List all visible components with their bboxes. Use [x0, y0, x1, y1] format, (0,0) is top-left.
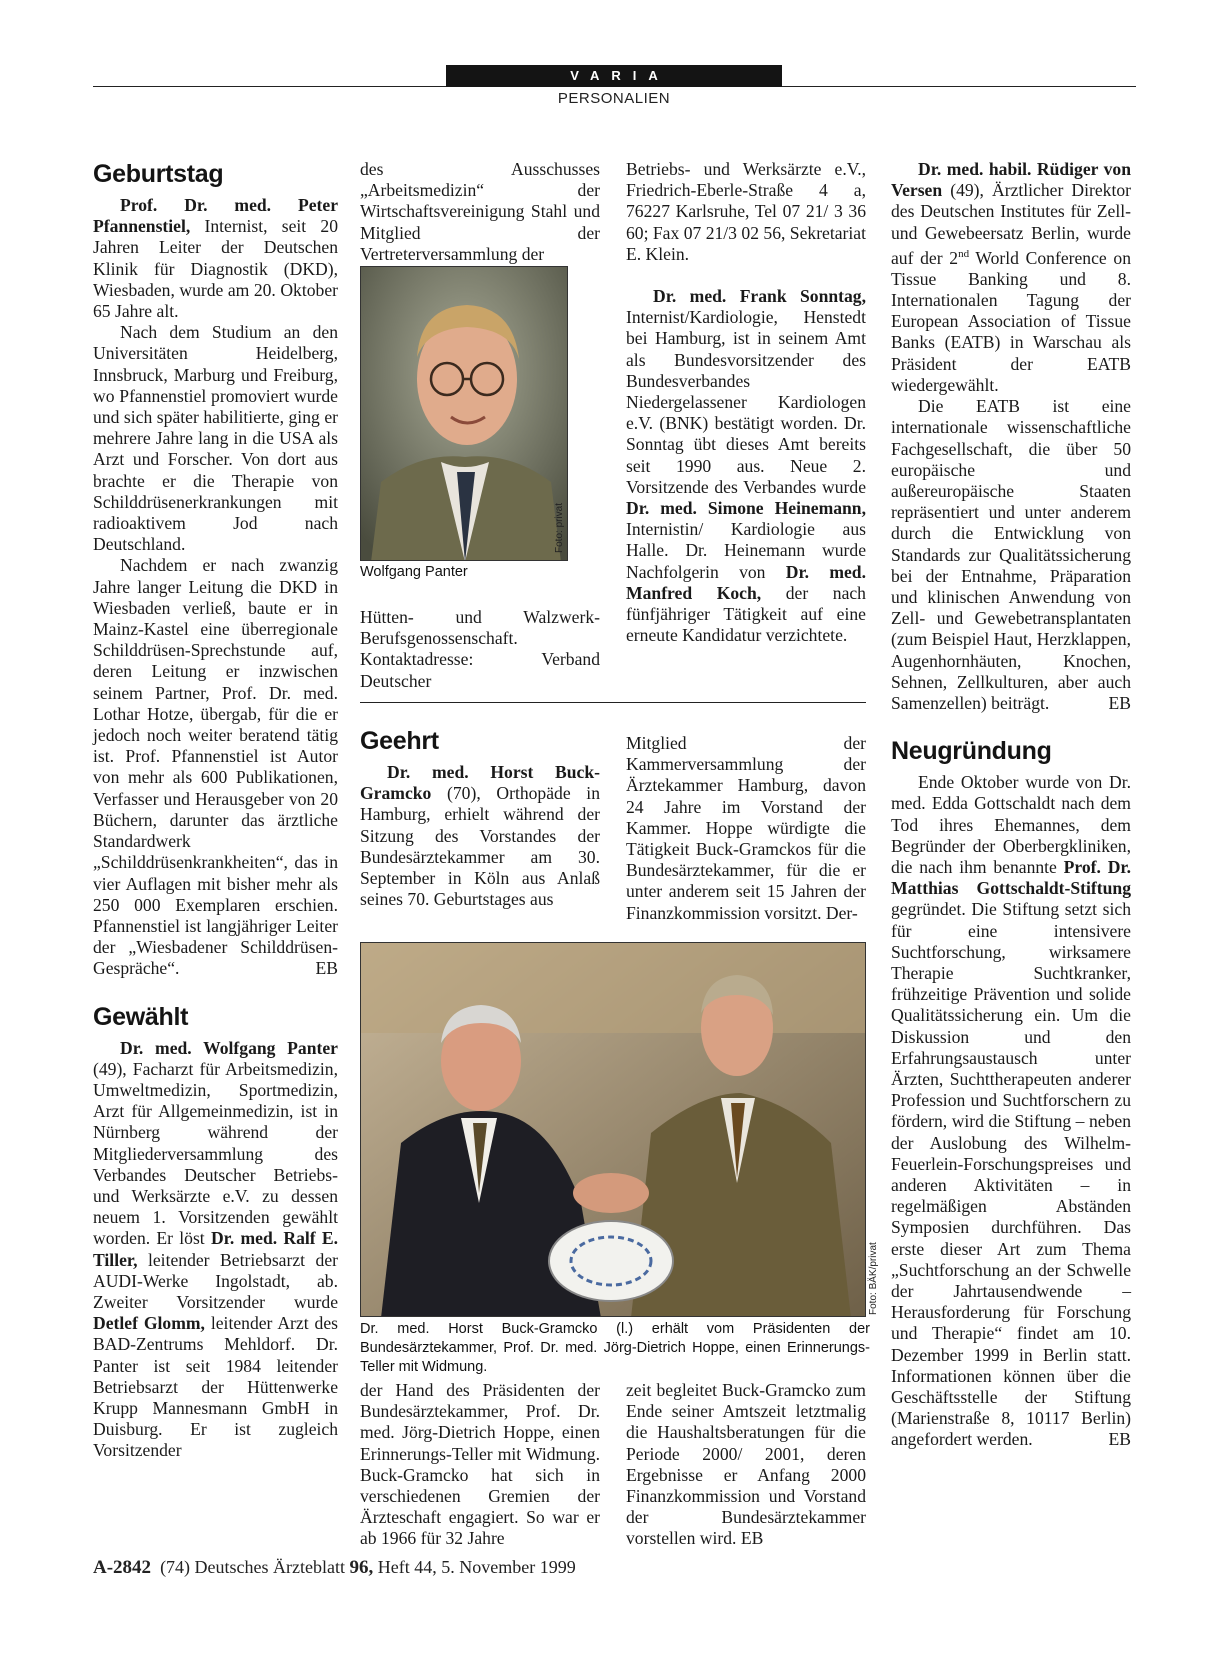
column-4: [891, 159, 1131, 1451]
paragraph: der Hand des Präsidenten der Bundesärztekammer, Prof. Dr. med. Jörg-Dietrich Hoppe, einen Erinnerungs-Teller mit Widmung. Buck-Gramcko hat sich in verschiedenen Gremien der Ärzteschaft engagiert. So war er ab 1966 für 32 Jahre: [360, 1380, 600, 1549]
subsection-label: PERSONALIEN: [557, 90, 671, 107]
portrait-photo: [360, 266, 568, 561]
paragraph: des Ausschusses „Arbeitsmedizin“ der Wirtschaftsvereinigung Stahl und Mitglied der Vertreterversammlung der: [360, 159, 600, 264]
foundation-name: Prof. Dr. Matthias Gottschaldt-Stiftung: [891, 856, 1131, 899]
heading-geburtstag: Geburtstag: [93, 160, 224, 188]
geehrt-bottom-right: [626, 1380, 866, 1550]
author-mark: EB: [315, 958, 338, 979]
heading-geehrt: Geehrt: [360, 727, 439, 755]
section-divider: [360, 702, 866, 703]
page-footer: A-2842 (74) Deutsches Ärzteblatt 96, Heft 44, 5. November 1999: [93, 1557, 576, 1578]
geehrt-right: [626, 733, 866, 924]
paragraph: Dr. med. Horst Buck-Gramcko (70), Orthopäde in Hamburg, erhielt während der Sitzung des Vorstandes der Bundesärztekammer am 30. September in Köln aus Anlaß seines 70. Geburtstages aus: [360, 762, 600, 910]
photo-credit: Foto: BÄK/privat: [868, 1242, 879, 1315]
person-name: Dr. med. Frank Sonntag,: [653, 286, 866, 307]
portrait-illustration: [361, 267, 568, 561]
heading-gewaehlt: Gewählt: [93, 1002, 189, 1031]
column-3-top: [626, 159, 866, 646]
person-name: Dr. med. Ralf E. Tiller,: [93, 1228, 339, 1270]
handshake-illustration: [361, 943, 866, 1317]
person-name: Dr. med. Horst Buck-Gramcko: [360, 762, 600, 804]
column-2-after-photo: [360, 607, 600, 692]
paragraph: Nach dem Studium an den Universitäten Heidelberg, Innsbruck, Marburg und Freiburg, wo Pfannenstiel promoviert wurde und sich später habilitierte, ging er mehrere Jahre lang in die USA als Arzt und Forscher. Von dort aus brachte er die Therapie von Schilddrüsenerkrankungen mit radioaktivem Jod nach Deutschland.: [93, 322, 338, 555]
paragraph: Die EATB ist eine internationale wissenschaftliche Fachgesellschaft, die über 50 europäische und außereuropäische Staaten repräsentiert und unter anderem durch die Entwicklung von Standards zur Qualitätssicherung bei der Entnahme, Präparation und klinischen Anwendung von Zell- und Gewebetransplantaten (zum Beispiel Haut, Herzklappen, Augenhornhäuten, Knochen, Sehnen, Zellkulturen, aber auch Samenzellen) beiträgt. EB: [891, 396, 1131, 713]
column-1: [93, 159, 338, 1462]
paragraph: Dr. med. Wolfgang Panter (49), Facharzt für Arbeitsmedizin, Umweltmedizin, Sportmedizin, Arzt für Allgemeinmedizin, ist in Nürnberg während der Mitgliederversammlung des Verbandes Deutscher Betriebs- und Werksärzte e.V. zu dessen neuem 1. Vorsitzenden gewählt worden. Er löst Dr. med. Ralf E. Tiller, leitender Betriebsarzt der AUDI-Werke Ingolstadt, ab. Zweiter Vorsitzender wurde Detlef Glomm, leitender Arzt des BAD-Zentrums Mehldorf. Dr. Panter ist seit 1984 leitender Betriebsarzt der Hüttenwerke Krupp Mannesmann GmbH in Duisburg. Er ist zugleich Vorsitzender: [93, 1037, 339, 1461]
person-name: Dr. med. Manfred Koch,: [626, 561, 866, 603]
author-mark: EB: [740, 1528, 764, 1549]
paragraph: Mitglied der Kammerversammlung der Ärztekammer Hamburg, davon 24 Jahre im Vorstand der Kammer. Hoppe würdigte die Tätigkeit Buck-Gramckos für die Bundesärztekammer, für die er unter anderem seit 15 Jahren der Finanzkommission vorsitzt. Der-: [626, 733, 866, 923]
volume-number: 96,: [349, 1557, 374, 1578]
page-number: A-2842: [93, 1557, 152, 1578]
handshake-photo: [360, 942, 866, 1317]
paragraph: zeit begleitet Buck-Gramcko zum Ende seiner Amtszeit letztmalig die Haushaltsberatungen für die Periode 2000/ 2001, deren Ergebnisse er Anfang 2000 Finanzkommission und Vorstand der Bundesärztekammer vorstellen wird. EB: [626, 1380, 866, 1549]
paragraph: Ende Oktober wurde von Dr. med. Edda Gottschaldt nach dem Tod ihres Ehemannes, dem Begründer der Oberbergkliniken, die nach ihm benannte Prof. Dr. Matthias Gottschaldt-Stiftung gegründet. Die Stiftung setzt sich für eine intensivere Suchtforschung, wirksamere Therapie Suchtkranker, frühzeitige Prävention und solide Qualitätssicherung ein. Um die Diskussion und den Erfahrungsaustausch unter Ärzten, Suchttherapeuten anderer Profession und Suchtforschern zu fördern, wird die Stiftung – neben der Auslobung des Wilhelm-Feuerlein-Forschungspreises und anderen Aktivitäten – in regelmäßigen Abständen Symposien durchführen. Das erste dieser Art zum Thema „Suchtforschung an der Schwelle der Jahrtausendwende – Herausforderung für Forschung und Therapie“ findet am 10. Dezember 1999 in Berlin statt. Informationen können über die Geschäftsstelle der Stiftung (Marienstraße 8, 10117 Berlin) angefordert werden. EB: [891, 772, 1131, 1450]
paragraph: Betriebs- und Werksärzte e.V., Friedrich-Eberle-Straße 4 a, 76227 Karlsruhe, Tel 07 21/ 3 36 60; Fax 07 21/3 02 56, Sekretariat E. Klein.: [626, 159, 866, 264]
paragraph: Nachdem er nach zwanzig Jahre langer Leitung die DKD in Wiesbaden verließ, baute er in Mainz-Kastel eine überregionale Schilddrüsen-Sprechstunde auf, deren Leitung er inzwischen seinem Partner, Prof. Dr. med. Lothar Hotze, übergab, für die er jedoch noch weiter beratend tätig ist. Prof. Pfannenstiel ist Autor von mehr als 600 Publikationen, Verfasser und Herausgeber von 20 Büchern, darunter das ärztliche Standardwerk „Schilddrüsenkrankheiten“, das in vier Auflagen mit bisher mehr als 250 000 Exemplaren erschien. Pfannenstiel ist langjähriger Leiter der „Wiesbadener Schilddrüsen-Gespräche“. EB: [93, 555, 338, 979]
column-2-top: [360, 159, 600, 265]
paragraph: Hütten- und Walzwerk-Berufsgenossenschaft. Kontaktadresse: Verband Deutscher: [360, 607, 600, 691]
paragraph: Dr. med. Frank Sonntag, Internist/Kardiologie, Henstedt bei Hamburg, ist in seinem Amt als Bundesvorsitzender des Bundesverbandes Niedergelassener Kardiologen e.V. (BNK) bestätigt worden. Dr. Sonntag übt dieses Amt bereits seit 1990 aus. Neue 2. Vorsitzende des Verbandes wurde Dr. med. Simone Heinemann, Internistin/ Kardiologie aus Halle. Dr. Heinemann wurde Nachfolgerin von Dr. med. Manfred Koch, der nach fünfjähriger Tätigkeit auf eine erneute Kandidatur verzichtete.: [626, 286, 866, 646]
photo-caption: Dr. med. Horst Buck-Gramcko (l.) erhält vom Präsidenten der Bundesärztekammer, Prof. Dr. med. Jörg-Dietrich Hoppe, einen Erinnerungs-Teller mit Widmung.: [360, 1321, 870, 1375]
person-name: Dr. med. Simone Heinemann,: [626, 498, 866, 519]
person-name: Prof. Dr. med. Peter Pfannenstiel,: [93, 195, 338, 237]
person-name: Detlef Glomm,: [93, 1313, 205, 1334]
section-bar: VARIA: [446, 65, 782, 87]
person-name: Dr. med. Wolfgang Panter: [120, 1037, 338, 1058]
heading-neugruendung: Neugründung: [891, 737, 1052, 766]
author-mark: EB: [1108, 692, 1131, 713]
geehrt-bottom-left: [360, 1380, 600, 1550]
person-name: Dr. med. habil. Rüdiger von Versen: [891, 159, 1131, 201]
paragraph: Dr. med. habil. Rüdiger von Versen (49), Ärztlicher Direktor des Deutschen Institutes für Zell- und Gewebeersatz Berlin, wurde auf der 2nd World Conference on Tissue Banking und 8. Internationalen Tagung der European Association of Tissue Banks (EATB) in Warschau als Präsident der EATB wiedergewählt.: [891, 159, 1131, 395]
geehrt-left: [360, 726, 600, 910]
photo-caption: Wolfgang Panter: [360, 564, 468, 580]
author-mark: EB: [1108, 1429, 1131, 1450]
photo-credit: Foto: privat: [554, 502, 565, 553]
paragraph: Prof. Dr. med. Peter Pfannenstiel, Internist, seit 20 Jahren Leiter der Deutschen Klinik für Diagnostik (DKD), Wiesbaden, wurde am 20. Oktober 65 Jahre alt.: [93, 195, 338, 322]
